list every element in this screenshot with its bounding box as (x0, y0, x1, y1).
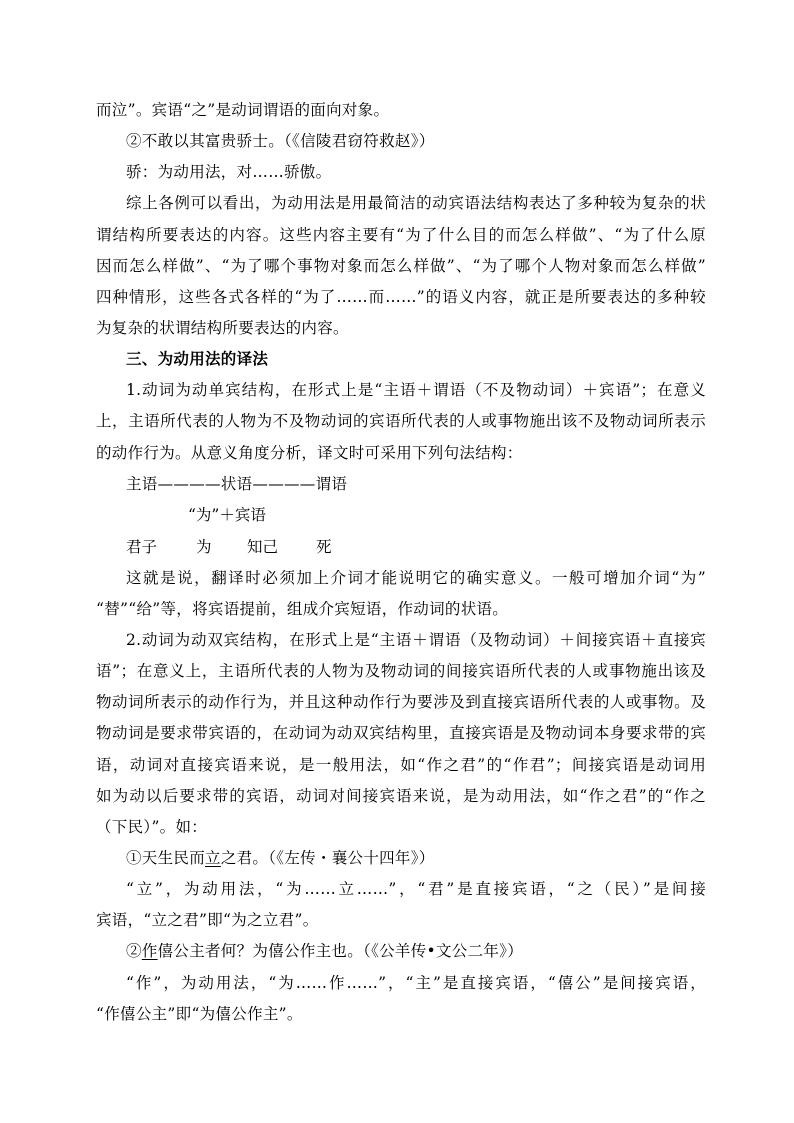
example-word: 为 (196, 538, 212, 556)
example-sentence (126, 941, 706, 961)
paragraph-line: 上，主语所代表的人物为不及物动词的宾语所代表的人或事物施出该不及物动词所表示 (96, 412, 706, 430)
paragraph-line: 宾语，“立之君”即“为之立君”。 (96, 911, 319, 929)
paragraph-line: 语，动词对直接宾语来说，是一般用法，如“作之君”的“作君”；间接宾语是动词用 (96, 756, 706, 774)
example-text: ①天生民而 (126, 849, 206, 867)
underlined-verb: 作 (141, 942, 158, 960)
structure-diagram-sub: “为”＋宾语 (188, 506, 266, 524)
paragraph-line: 1.动词为动单宾结构，在形式上是“主语＋谓语（不及物动词）＋宾语”；在意义 (126, 381, 706, 399)
example-number: ② (126, 942, 142, 960)
example-word: 死 (316, 538, 332, 556)
example-sentence (126, 848, 706, 868)
paragraph-line: “立”，为动用法，“为……立……”，“君”是直接宾语，“之（民）”是间接 (126, 880, 706, 898)
paragraph-line: 如为动以后要求带的宾语，动词对间接宾语来说，是为动用法，如“作之君”的“作之 (96, 787, 706, 805)
example-word: 君子 (126, 538, 158, 556)
paragraph-line: “作僖公主”即“为僖公作主”。 (96, 1005, 303, 1023)
paragraph-line: 因而怎么样做”、“为了哪个事物对象而怎么样做”、“为了哪个人物对象而怎么样做” (96, 257, 706, 275)
example-word: 知己 (247, 538, 279, 556)
text-line: 而泣”。宾语“之”是动词谓语的面向对象。 (96, 101, 390, 119)
paragraph-line: “替”“给”等，将宾语提前，组成介宾短语，作动词的状语。 (96, 600, 509, 618)
text-line: 骄：为动用法，对……骄傲。 (126, 163, 332, 181)
example-sentence: ②不敢以其富贵骄士。（《信陵君窃符救赵》） (126, 132, 435, 150)
paragraph-line: 语”；在意义上，主语所代表的人物为及物动词的间接宾语所代表的人或事物施出该及 (96, 662, 706, 680)
paragraph-line: 这就是说，翻译时必须加上介词才能说明它的确实意义。一般可增加介词“为” (126, 569, 706, 587)
paragraph-line: 物动词是要求带宾语的，在动词为动双宾结构里，直接宾语是及物动词本身要求带的宾 (96, 724, 706, 742)
example-text: 之君。（《左传・襄公十四年》） (220, 849, 435, 867)
paragraph-line: “作”，为动用法，“为……作……”，“主”是直接宾语，“僖公”是间接宾语， (126, 974, 706, 992)
paragraph-line: 物动词所表示的动作行为，并且这种动作行为要涉及到直接宾语所代表的人或事物。及 (96, 693, 706, 711)
paragraph-line: 的动作行为。从意义角度分析，译文时可采用下列句法结构： (96, 444, 523, 462)
paragraph-line: （下民）”。如： (96, 818, 208, 836)
underlined-verb: 立 (205, 849, 221, 867)
paragraph-line: 谓结构所要表达的内容。这些内容主要有“为了什么目的而怎么样做”、“为了什么原 (96, 226, 706, 244)
paragraph-line: 为复杂的状谓结构所要表达的内容。 (96, 319, 349, 337)
example-text: 僖公主者何？为僖公作主也。（《公羊传•文公二年》） (157, 942, 524, 960)
paragraph-line: 2.动词为动双宾结构，在形式上是“主语＋谓语（及物动词）＋间接宾语＋直接宾 (126, 631, 706, 649)
paragraph-line: 综上各例可以看出，为动用法是用最简洁的动宾语法结构表达了多种较为复杂的状 (126, 194, 706, 212)
paragraph-line: 四种情形，这些各式各样的“为了……而……”的语义内容，就正是所要表达的多种较 (96, 288, 706, 306)
section-heading: 三、为动用法的译法 (126, 349, 269, 368)
structure-diagram-line: 主语————状语————谓语 (126, 475, 348, 493)
